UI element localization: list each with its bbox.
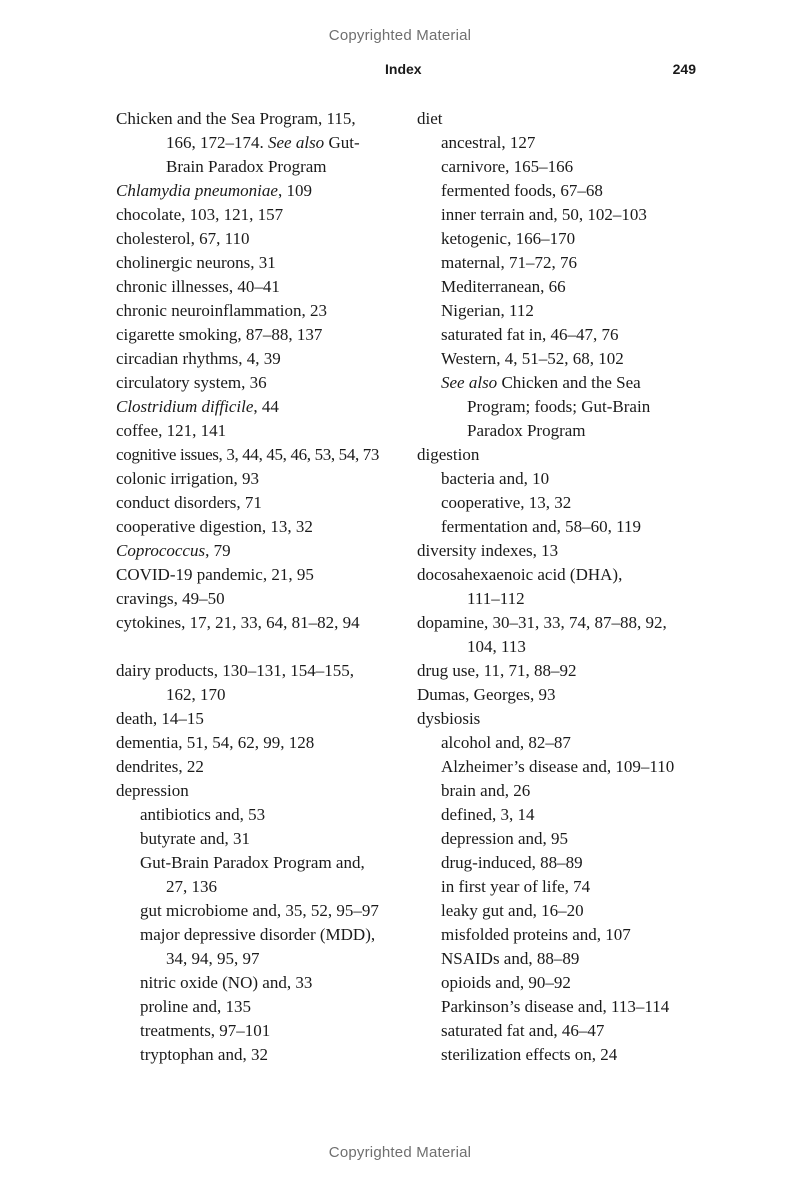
index-entry: Dumas, Georges, 93 [417, 685, 556, 704]
index-entry: cognitive issues, 3, 44, 45, 46, 53, 54, 73 [116, 445, 380, 464]
index-entry: cravings, 49–50 [116, 589, 225, 608]
index-subentry: sterilization effects on, 24 [441, 1045, 618, 1064]
index-entry: COVID-19 pandemic, 21, 95 [116, 565, 314, 584]
index-subentry: depression and, 95 [441, 829, 569, 848]
index-entry [116, 179, 406, 203]
index-subentry: fermentation and, 58–60, 119 [441, 517, 642, 536]
section-title: Index [385, 61, 422, 77]
index-entry-continuation: Brain Paradox Program [166, 157, 327, 176]
cross-reference-label: See also [268, 133, 325, 152]
index-entry: Chicken and the Sea Program, 115, [116, 109, 356, 128]
index-subentry-continuation: 27, 136 [166, 877, 217, 896]
page-number: 249 [672, 61, 696, 77]
index-subentry: fermented foods, 67–68 [441, 181, 603, 200]
index-subentry: bacteria and, 10 [441, 469, 550, 488]
index-column-right [417, 107, 707, 1067]
index-entry: cytokines, 17, 21, 33, 64, 81–82, 94 [116, 613, 360, 632]
index-entry: dementia, 51, 54, 62, 99, 128 [116, 733, 315, 752]
index-subentry: saturated fat in, 46–47, 76 [441, 325, 619, 344]
index-subentry: Parkinson’s disease and, 113–114 [441, 997, 670, 1016]
index-subentry: cooperative, 13, 32 [441, 493, 572, 512]
entry-text: 166, 172–174. [166, 133, 268, 152]
index-subentry: tryptophan and, 32 [140, 1045, 268, 1064]
index-subentry: opioids and, 90–92 [441, 973, 571, 992]
cross-reference-label: See also [441, 373, 498, 392]
index-entry: dysbiosis [417, 709, 481, 728]
entry-pages: , 79 [205, 541, 231, 560]
index-entry: cigarette smoking, 87–88, 137 [116, 325, 323, 344]
index-entry: depression [116, 781, 189, 800]
index-entry: cholesterol, 67, 110 [116, 229, 250, 248]
index-subentry: misfolded proteins and, 107 [441, 925, 631, 944]
index-subentry: Nigerian, 112 [441, 301, 534, 320]
copyright-notice-bottom: Copyrighted Material [328, 1144, 472, 1161]
index-entry-continuation: 104, 113 [467, 637, 526, 656]
index-entry: diet [417, 109, 443, 128]
copyright-notice-top: Copyrighted Material [328, 27, 472, 44]
index-subentry: carnivore, 165–166 [441, 157, 574, 176]
index-subentry: butyrate and, 31 [140, 829, 250, 848]
index-entry: chronic illnesses, 40–41 [116, 277, 280, 296]
index-entry [116, 395, 406, 419]
index-entry-continuation: 162, 170 [166, 685, 226, 704]
index-entry: circadian rhythms, 4, 39 [116, 349, 281, 368]
index-subentry: saturated fat and, 46–47 [441, 1021, 605, 1040]
index-entry: colonic irrigation, 93 [116, 469, 260, 488]
index-entry: cooperative digestion, 13, 32 [116, 517, 313, 536]
species-name: Chlamydia pneumoniae [116, 181, 278, 200]
index-entry: dopamine, 30–31, 33, 74, 87–88, 92, [417, 613, 667, 632]
index-subentry: drug-induced, 88–89 [441, 853, 583, 872]
index-subentry: Mediterranean, 66 [441, 277, 566, 296]
index-entry: cholinergic neurons, 31 [116, 253, 276, 272]
index-subentry: ancestral, 127 [441, 133, 536, 152]
index-entry: death, 14–15 [116, 709, 204, 728]
index-subentry: treatments, 97–101 [140, 1021, 271, 1040]
index-entry-continuation [116, 131, 406, 155]
index-subentry-continuation: Program; foods; Gut-Brain [467, 397, 651, 416]
index-subentry: Gut-Brain Paradox Program and, [140, 853, 365, 872]
index-entry: drug use, 11, 71, 88–92 [417, 661, 577, 680]
index-entry-continuation: 111–112 [467, 589, 525, 608]
index-subentry: proline and, 135 [140, 997, 251, 1016]
index-entry: dendrites, 22 [116, 757, 204, 776]
index-subentry-continuation: 34, 94, 95, 97 [166, 949, 260, 968]
index-entry: dairy products, 130–131, 154–155, [116, 661, 354, 680]
index-subentry: maternal, 71–72, 76 [441, 253, 577, 272]
index-entry: docosahexaenoic acid (DHA), [417, 565, 623, 584]
index-entry: diversity indexes, 13 [417, 541, 559, 560]
index-subentry [417, 371, 707, 395]
index-entry: chronic neuroinflammation, 23 [116, 301, 328, 320]
index-subentry: NSAIDs and, 88–89 [441, 949, 580, 968]
index-entry: conduct disorders, 71 [116, 493, 262, 512]
index-subentry: defined, 3, 14 [441, 805, 535, 824]
species-name: Clostridium difficile [116, 397, 254, 416]
index-subentry: major depressive disorder (MDD), [140, 925, 376, 944]
index-subentry-continuation: Paradox Program [467, 421, 586, 440]
entry-text: Gut- [324, 133, 360, 152]
index-entry: digestion [417, 445, 480, 464]
index-subentry: in first year of life, 74 [441, 877, 591, 896]
species-name: Coprococcus [116, 541, 206, 560]
entry-pages: , 109 [277, 181, 312, 200]
index-entry: circulatory system, 36 [116, 373, 267, 392]
letter-group-gap [116, 635, 406, 659]
index-subentry: brain and, 26 [441, 781, 531, 800]
index-subentry: antibiotics and, 53 [140, 805, 266, 824]
index-column-left [116, 107, 406, 1067]
index-subentry: inner terrain and, 50, 102–103 [441, 205, 647, 224]
index-entry: coffee, 121, 141 [116, 421, 227, 440]
entry-pages: , 44 [253, 397, 279, 416]
index-entry: chocolate, 103, 121, 157 [116, 205, 284, 224]
index-subentry: nitric oxide (NO) and, 33 [140, 973, 313, 992]
index-subentry: Alzheimer’s disease and, 109–110 [441, 757, 675, 776]
entry-text: Chicken and the Sea [497, 373, 641, 392]
index-entry [116, 539, 406, 563]
index-subentry: Western, 4, 51–52, 68, 102 [441, 349, 624, 368]
index-subentry: gut microbiome and, 35, 52, 95–97 [140, 901, 379, 920]
index-subentry: leaky gut and, 16–20 [441, 901, 584, 920]
index-subentry: ketogenic, 166–170 [441, 229, 576, 248]
index-subentry: alcohol and, 82–87 [441, 733, 571, 752]
